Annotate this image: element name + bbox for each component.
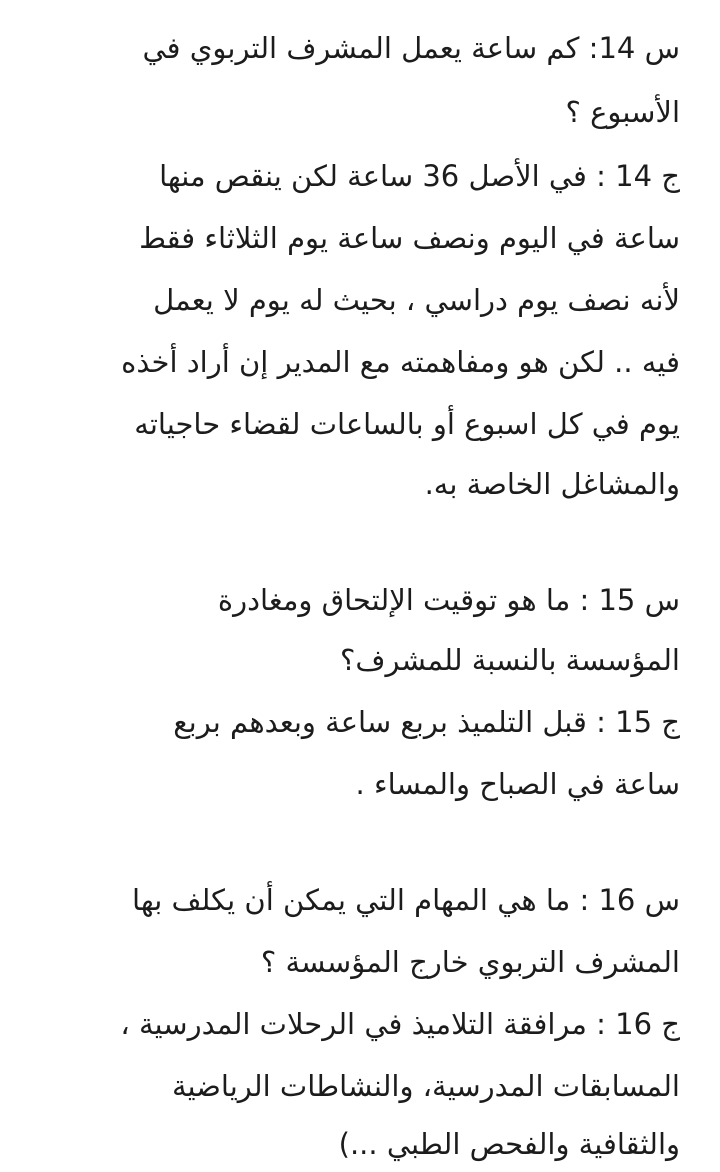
question-16-line-1: س 16 : ما هي المهام التي يمكن أن يكلف بها xyxy=(132,883,680,917)
answer-14-line-4: فيه .. لكن هو ومفاهمته مع المدير إن أراد أخذه xyxy=(121,345,680,379)
question-16-line-2: المشرف التربوي خارج المؤسسة ؟ xyxy=(260,945,680,979)
answer-16-line-1: ج 16 : مرافقة التلاميذ في الرحلات المدرسية ، xyxy=(120,1007,680,1041)
answer-16-line-2: المسابقات المدرسية، والنشاطات الرياضية xyxy=(171,1069,680,1103)
question-14-line-2: الأسبوع ؟ xyxy=(565,95,680,129)
question-15-line-2: المؤسسة بالنسبة للمشرف؟ xyxy=(340,643,680,677)
answer-14-line-5: يوم في كل اسبوع أو بالساعات لقضاء حاجياته xyxy=(134,407,680,441)
question-14-line-1: س 14: كم ساعة يعمل المشرف التربوي في xyxy=(142,31,680,65)
answer-14-line-2: ساعة في اليوم ونصف ساعة يوم الثلاثاء فقط xyxy=(139,221,680,255)
answer-16-line-3: والثقافية والفحص الطبي ...) xyxy=(338,1127,680,1161)
answer-14-line-6: والمشاغل الخاصة به. xyxy=(424,467,680,501)
answer-14-line-1: ج 14 : في الأصل 36 ساعة لكن ينقص منها xyxy=(159,159,680,193)
answer-15-line-2: ساعة في الصباح والمساء . xyxy=(355,767,680,801)
question-15-line-1: س 15 : ما هو توقيت الإلتحاق ومغادرة xyxy=(217,583,680,617)
answer-14-line-3: لأنه نصف يوم دراسي ، بحيث له يوم لا يعمل xyxy=(153,283,680,317)
answer-15-line-1: ج 15 : قبل التلميذ بربع ساعة وبعدهم بربع xyxy=(173,705,680,739)
